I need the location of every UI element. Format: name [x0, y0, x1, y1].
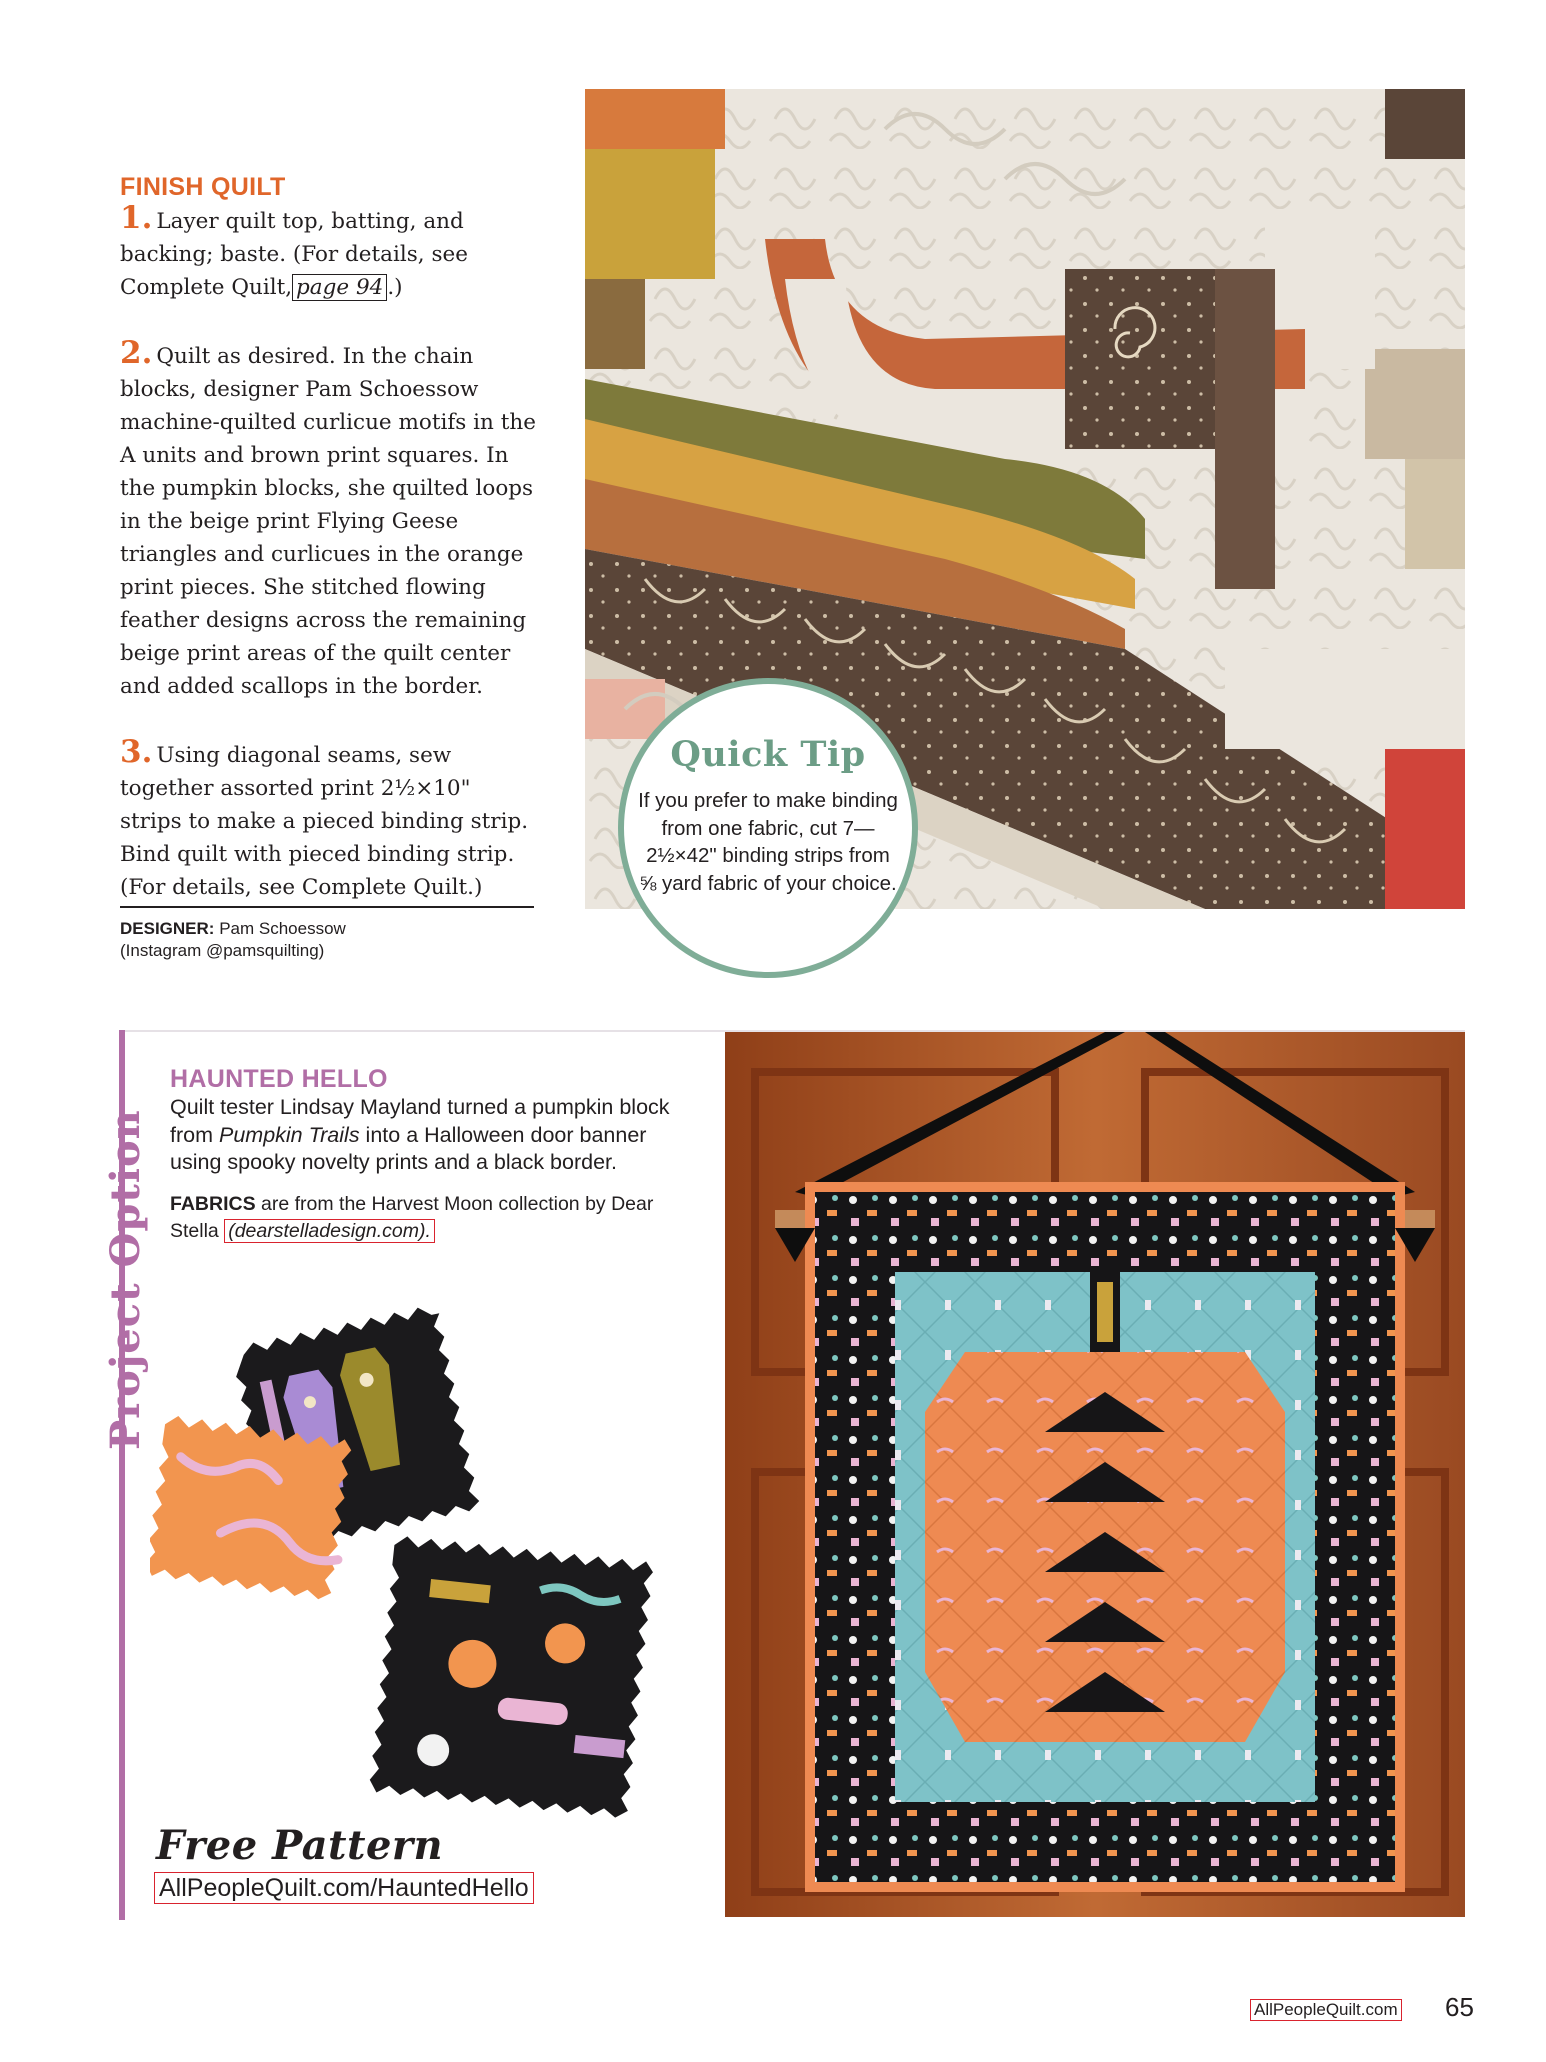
step-3-text: Using diagonal seams, sew together assorted print 2½×10" strips to make a pieced binding strip. Bind quilt with pieced binding strip. (For details, see Complete Quilt.) [120, 743, 529, 900]
step-3-number: 3. [120, 734, 153, 770]
designer-label: DESIGNER: [120, 919, 215, 938]
quick-tip-title: Quick Tip [670, 734, 866, 775]
haunted-hello-banner-photo [725, 1032, 1465, 1917]
fabrics-credit [170, 1191, 690, 1245]
project-option-label: Project Option [102, 1109, 149, 1450]
step-1-text-end: .) [387, 275, 403, 300]
finish-quilt-section [120, 172, 536, 937]
banner-photo-illustration [725, 1032, 1465, 1917]
designer-instagram: (Instagram @pamsquilting) [120, 941, 325, 960]
step-1-number: 1. [120, 200, 153, 236]
step-3 [120, 736, 536, 904]
step-1 [120, 202, 536, 304]
description-start: Quilt tester Lindsay Mayland turned a pumpkin block from [170, 1095, 670, 1147]
finish-quilt-heading: FINISH QUILT [120, 173, 286, 201]
haunted-hello-heading: HAUNTED HELLO [170, 1065, 388, 1093]
footer-site-link[interactable]: AllPeopleQuilt.com [1250, 1999, 1402, 2021]
step-2 [120, 337, 536, 703]
fabrics-label: FABRICS [170, 1192, 256, 1215]
page-94-link[interactable]: page 94 [292, 274, 387, 301]
page-number: 65 [1445, 1992, 1474, 2022]
free-pattern-title: Free Pattern [156, 1822, 444, 1869]
fabric-swatches-illustration [150, 1300, 720, 1860]
dear-stella-link[interactable]: (dearstelladesign.com). [224, 1219, 435, 1243]
designer-credit [120, 918, 540, 962]
designer-divider [120, 906, 534, 908]
quick-tip-body: If you prefer to make binding from one fabric, cut 7—2½×42" binding strips from ⅝ yard fabric of your choice. [638, 789, 898, 895]
quick-tip-callout [618, 678, 918, 978]
designer-name: Pam Schoessow [214, 919, 346, 938]
haunted-hello-description [170, 1094, 690, 1177]
fabrics-text: are from the Harvest Moon collection by Dear Stella [170, 1192, 654, 1242]
step-1-text: Layer quilt top, batting, and backing; baste. (For details, see Complete Quilt, [120, 209, 468, 300]
step-2-number: 2. [120, 335, 153, 371]
description-end: into a Halloween door banner using spooky novelty prints and a black border. [170, 1122, 647, 1174]
haunted-hello-section [170, 1064, 690, 1245]
fabric-swatches-image [150, 1300, 720, 1860]
pumpkin-trails-title: Pumpkin Trails [218, 1122, 360, 1147]
free-pattern-link[interactable]: AllPeopleQuilt.com/HauntedHello [154, 1872, 534, 1904]
step-2-text: Quilt as desired. In the chain blocks, designer Pam Schoessow machine-quilted curlicue motifs in the A units and brown print squares. In the pumpkin blocks, she quilted loops in the beige print Flying Geese triangles and curlicues in the orange print pieces. She stitched flowing feather designs across the remaining beige print areas of the quilt center and added scallops in the border. [120, 344, 536, 699]
